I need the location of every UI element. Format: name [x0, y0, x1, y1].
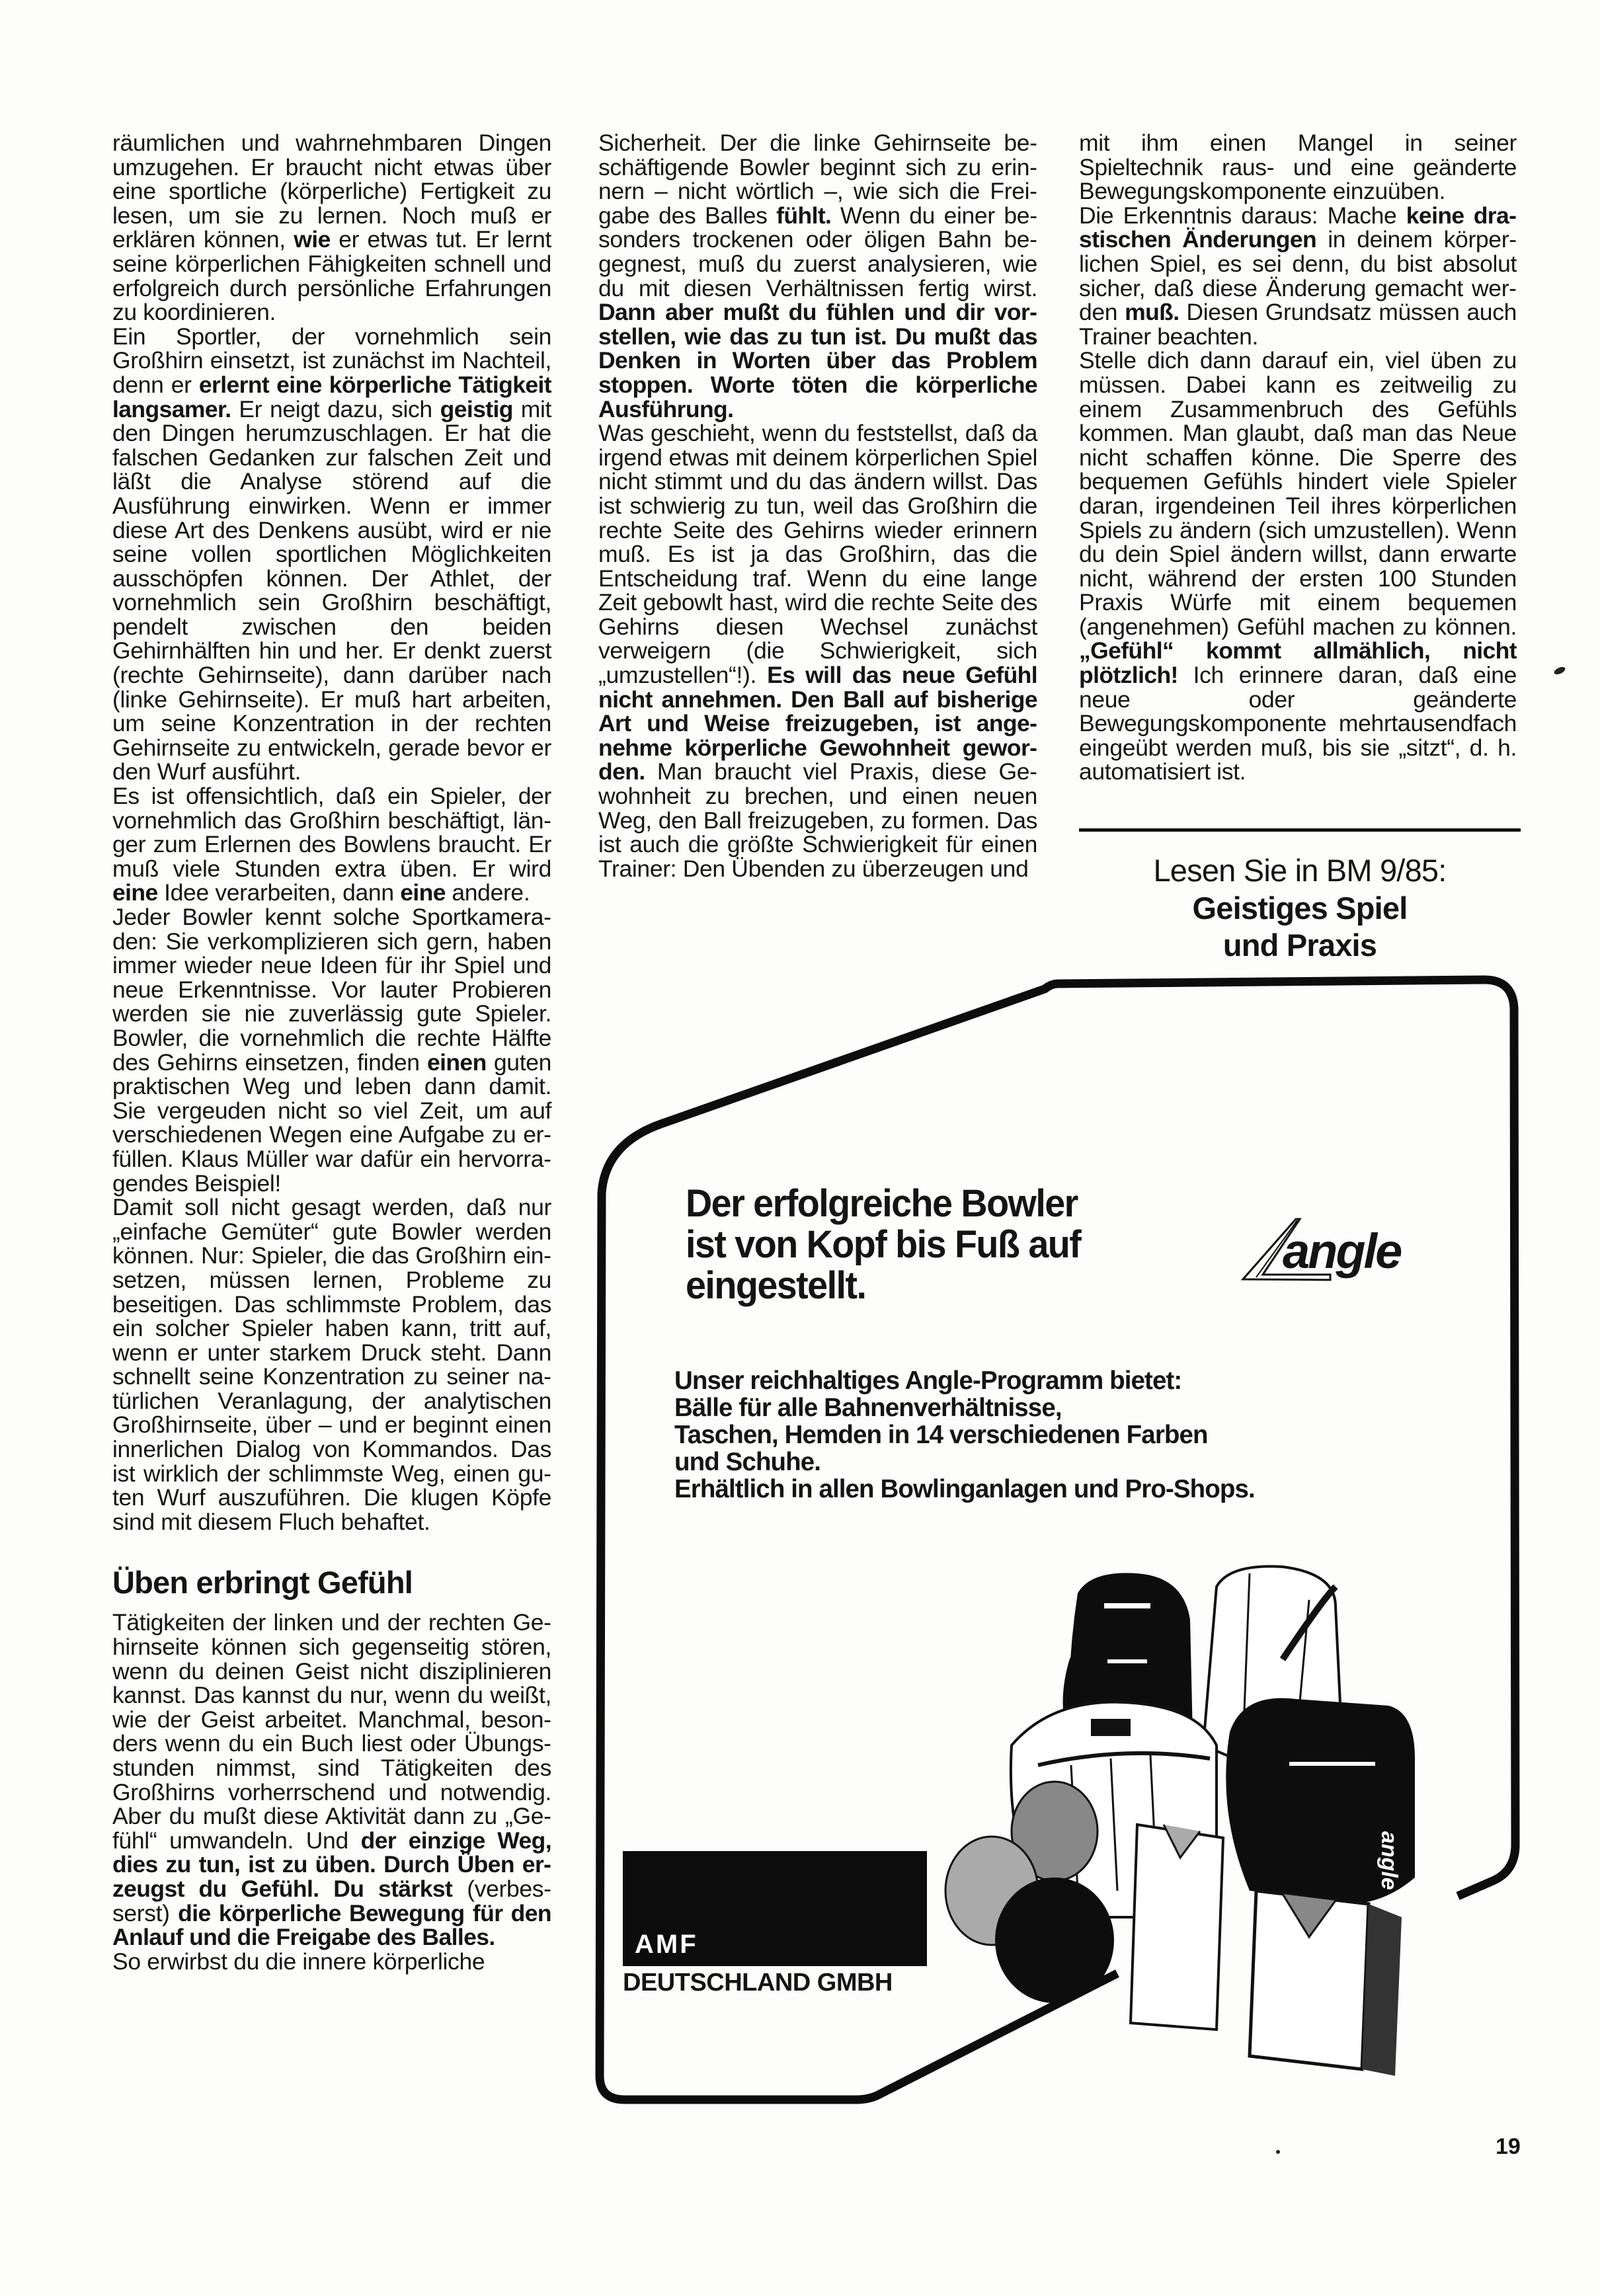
- paragraph: Sicherheit. Der die linke Gehirnseite beschäftigende Bowler beginnt sich zu erinnern – nicht wörtlich –, wie sich die Freigabe des Balles fühlt. Wenn du einer besonders trockenen oder öligen Bahn begegnest, muß du zuerst analysieren, wie du mit diesen Verhältnissen fertig wirst. Dann aber mußt du fühlen und dir vorstellen, wie das zu tun ist. Du mußt das Denken in Worten über das Problem stoppen. Worte töten die körperliche Ausführung.: [598, 130, 1038, 422]
- angle-brand-name: angle: [1283, 1224, 1401, 1279]
- teaser-intro: Lesen Sie in BM 9/85:: [1153, 853, 1447, 888]
- scan-speck: [1276, 2150, 1280, 2154]
- left-column-body: [112, 131, 551, 1534]
- left-column-body-after: [112, 1610, 551, 1973]
- ad-headline-line: eingestellt.: [686, 1264, 866, 1307]
- paragraph: Es ist offensichtlich, daß ein Spieler, der vornehmlich das Großhirn beschäftigt, länger zum Erlernen des Bowlens braucht. Er muß viele Stunden extra üben. Er wird eine Idee verarbeiten, dann eine andere.: [112, 783, 551, 906]
- scan-speck: [1553, 666, 1566, 676]
- paragraph: mit ihm einen Mangel in seiner Spieltechnik raus- und eine geänderte Bewegungskomponente einzuüben.: [1079, 130, 1517, 205]
- ad-headline-line: ist von Kopf bis Fuß auf: [686, 1223, 1081, 1266]
- paragraph: Damit soll nicht gesagt werden, daß nur „einfache Gemüter“ gute Bowler werden können. Nur: Spieler, die das Großhirn einsetzen, müssen lernen, Probleme zu beseitigen. Das schlimmste Problem, das ein solcher Spieler haben kann, tritt auf, wenn er unter starkem Druck steht. Dann schnellt seine Konzentration zu seiner natürlichen Veranlagung, der analytischen Großhirnseite, über – und er beginnt einen innerlichen Dialog von Kommandos. Das ist wirklich der schlimmste Weg, einen guten Wurf auszuführen. Die klugen Köpfe sind mit diesem Fluch behaftet.: [112, 1194, 551, 1535]
- ad-body-line: Bälle für alle Bahnenverhältnisse,: [674, 1394, 1062, 1422]
- ad-body-copy: [674, 1367, 1388, 1503]
- angle-brand-logo-icon: [1236, 1216, 1421, 1289]
- ad-body-line: Erhältlich in allen Bowlinganlagen und Pro-Shops.: [674, 1475, 1255, 1503]
- paragraph: Was geschieht, wenn du feststellst, daß da irgend etwas mit deinem körperlichen Spiel nicht stimmt und du das ändern willst. Das ist schwierig zu tun, weil das Großhirn die rechte Seite des Gehirns wieder erinnern muß. Es ist ja das Großhirn, das die Entscheidung traf. Wenn du eine lange Zeit gebowlt hast, wird die rechte Seite des Gehirns diesen Wechsel zunächst verweigern (die Schwierigkeit, sich „umzustellen“!). Es will das neue Gefühl nicht annehmen. Den Ball auf bisherige Art und Weise freizugeben, ist angenehme körperliche Gewohnheit geworden. Man braucht viel Praxis, diese Gewohnheit zu brechen, und einen neuen Weg, den Ball freizugeben, zu formen. Das ist auch die größte Schwierigkeit für einen Trainer: Den Übenden zu überzeugen und: [598, 420, 1038, 882]
- paragraph: Jeder Bowler kennt solche Sportkameraden: Sie verkomplizieren sich gern, haben immer wieder neue Ideen für ihr Spiel und neue Erkenntnisse. Vor lauter Probieren werden sie nie zuverlässig gute Spieler. Bowler, die vornehmlich die rechte Hälfte des Gehirns einsetzen, finden einen guten praktischen Weg und leben dann damit. Sie vergeuden nicht so viel Zeit, um auf verschiedenen Wegen eine Aufgabe zu erfüllen. Klaus Müller war dafür ein hervorragendes Beispiel!: [112, 904, 551, 1197]
- ad-headline: [686, 1183, 1168, 1306]
- ad-body-line: Taschen, Hemden in 14 verschiedenen Farben: [674, 1421, 1208, 1449]
- article-column-middle: [598, 131, 1037, 881]
- ad-headline-line: Der erfolgreiche Bowler: [686, 1182, 1078, 1225]
- right-column-body: [1079, 131, 1517, 784]
- paragraph: Tätigkeiten der linken und der rechten Gehirnseite können sich gegenseitig stören, wenn du deinen Geist nicht disziplinieren kannst. Das kannst du nur, wenn du weißt, wie der Geist arbeitet. Manchmal, besonders wenn du ein Buch liest oder Übungsstunden nimmst, sind Tätigkeiten des Großhirns vorherrschend und notwendig. Aber du mußt diese Aktivität dann zu „Gefühl“ umwandeln. Und der einzige Weg, dies zu tun, ist zu üben. Durch Üben erzeugst du Gefühl. Du stärkst (verbesserst) die körperliche Bewegung für den Anlauf und die Freigabe des Balles.: [112, 1609, 552, 1951]
- page-number: 19: [1496, 2134, 1521, 2159]
- amf-logo: AMF: [635, 1930, 698, 1959]
- paragraph: räumlichen und wahrnehmbaren Dingen umzugehen. Er braucht nicht etwas über eine sportliche (körperliche) Fertigkeit zu lesen, um sie zu lernen. Noch muß er erklären können, wie er etwas tut. Er lernt seine körperlichen Fähigkeiten schnell und erfolgreich durch persönliche Erfahrungen zu koordinieren.: [112, 130, 551, 326]
- next-issue-teaser: [1079, 851, 1521, 964]
- teaser-title-line1: Geistiges Spiel: [1192, 891, 1408, 926]
- paragraph: Ein Sportler, der vornehmlich sein Großhirn einsetzt, ist zunächst im Nachteil, denn er erlernt eine körperliche Tätigkeit langsamer. Er neigt dazu, sich geistig mit den Dingen herumzuschlagen. Er hat die falschen Gedanken zur falschen Zeit und läßt die Analyse störend auf die Ausführung einwirken. Wenn er immer diese Art des Denkens ausübt, wird er nie seine vollen sportlichen Möglichkeiten ausschöpfen können. Der Athlet, der vornehmlich sein Großhirn beschäftigt, pendelt zwischen den beiden Gehirnhälften hin und her. Er denkt zuerst (rechte Gehirnseite), dann darüber nach (linke Gehirnseite). Er muß hart arbeiten, um seine Konzentration in der rechten Gehirnseite zu entwickeln, gerade bevor er den Wurf ausführt.: [112, 323, 551, 785]
- ad-body-line: und Schuhe.: [674, 1448, 821, 1476]
- paragraph: Stelle dich dann darauf ein, viel üben zu müssen. Dabei kann es zeitweilig zu einem Zusammenbruch des Gefühls kommen. Man glaubt, daß man das Neue nicht schaffen könne. Die Sperre des bequemen Gefühls hindert viele Spieler daran, irgendeinen Teil ihres körperlichen Spiels zu ändern (sich umzustellen). Wenn du dein Spiel ändern willst, dann erwarte nicht, während der ersten 100 Stunden Praxis Würfe mit einem bequemen (angenehmen) Gefühl machen zu können. „Gefühl“ kommt allmählich, nicht plötzlich! Ich erinnere daran, daß eine neue oder geänderte Bewegungskomponente mehrtausendfach eingeübt werden muß, bis sie „sitzt“, d. h. automatisiert ist.: [1079, 347, 1517, 785]
- company-name: DEUTSCHLAND GMBH: [623, 1969, 893, 1997]
- paragraph: So erwirbst du die innere körperliche: [112, 1948, 485, 1975]
- middle-column-body: [598, 131, 1037, 881]
- amf-logo-block: [623, 1851, 927, 1966]
- paragraph: Die Erkenntnis daraus: Mache keine drastischen Änderungen in deinem körperlichen Spiel, es sei denn, du bist absolut sicher, daß diese Änderung gemacht werden muß. Diesen Grundsatz müssen auch Trainer beachten.: [1079, 202, 1517, 350]
- article-column-right: [1079, 131, 1517, 784]
- section-subheading: Üben erbringt Gefühl: [112, 1565, 413, 1601]
- divider-rule: [1079, 828, 1521, 832]
- article-column-left: [112, 131, 551, 1973]
- ad-body-line: Unser reichhaltiges Angle-Programm bietet:: [674, 1366, 1182, 1395]
- teaser-title-line2: und Praxis: [1222, 928, 1377, 963]
- bowling-products-illustration-icon: [939, 1547, 1481, 2076]
- svg-text:angle: angle: [1377, 1831, 1402, 1890]
